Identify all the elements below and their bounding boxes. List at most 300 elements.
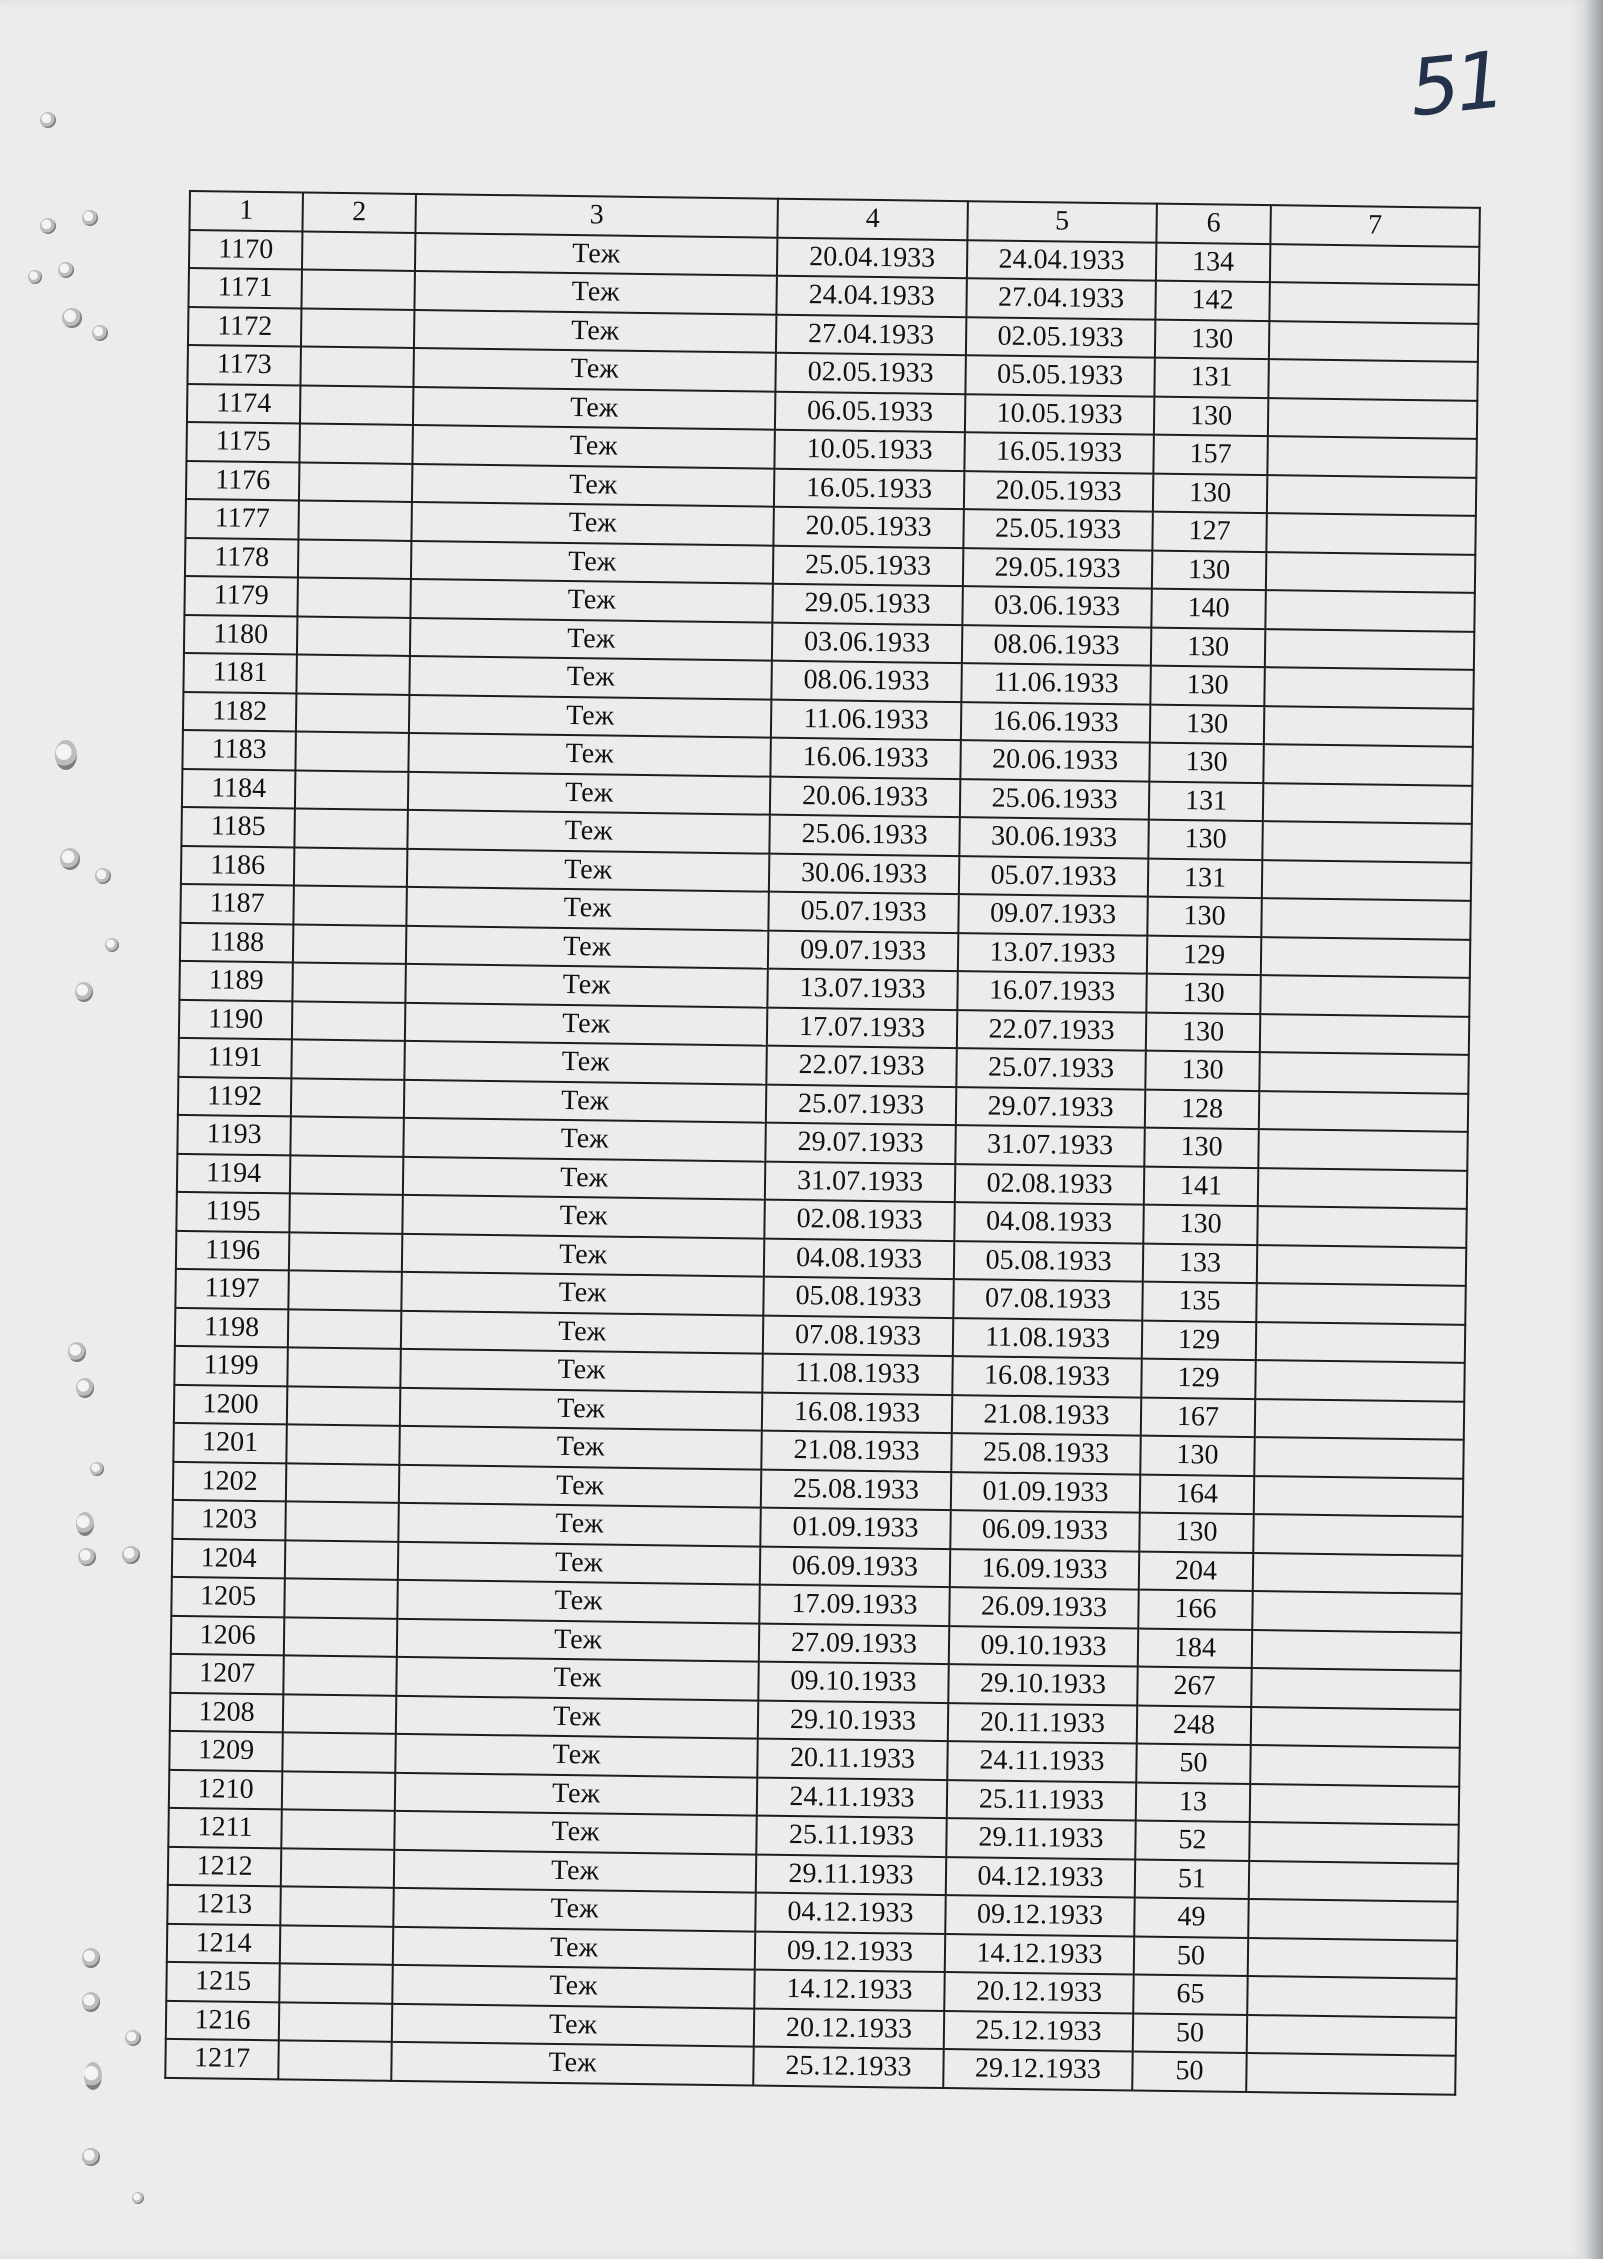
sheet-count-cell: 134 [1156,242,1270,282]
description-cell: Теж [415,232,777,275]
note-cell [1266,513,1475,554]
description-cell: Теж [414,309,776,352]
start-date-cell: 16.08.1933 [762,1392,952,1433]
end-date-cell: 29.07.1933 [956,1087,1145,1128]
column-2-cell [286,1463,399,1503]
start-date-cell: 25.05.1933 [773,545,963,586]
note-cell [1261,898,1470,939]
description-cell: Теж [397,1580,759,1623]
column-2-cell [281,1848,394,1888]
note-cell [1254,1437,1463,1478]
start-date-cell: 08.06.1933 [771,661,961,702]
start-date-cell: 24.04.1933 [776,276,966,317]
note-cell [1262,860,1471,901]
record-number-cell: 1207 [170,1654,283,1694]
description-cell: Теж [407,810,769,853]
column-2-cell [295,731,408,771]
end-date-cell: 07.08.1933 [953,1279,1142,1320]
description-cell: Теж [410,579,772,622]
record-number-cell: 1191 [178,1038,291,1078]
start-date-cell: 20.05.1933 [773,507,963,548]
description-cell: Теж [404,1079,766,1122]
description-cell: Теж [411,502,773,545]
sheet-count-cell: 130 [1152,550,1266,590]
register-table [164,190,1481,2095]
start-date-cell: 06.05.1933 [775,391,965,432]
column-2-cell [283,1655,396,1695]
column-header: 6 [1156,204,1270,244]
start-date-cell: 02.08.1933 [764,1200,954,1241]
start-date-cell: 20.12.1933 [754,2008,944,2049]
start-date-cell: 24.11.1933 [757,1777,947,1818]
record-number-cell: 1197 [175,1269,288,1309]
column-2-cell [290,1116,403,1156]
description-cell: Теж [403,1156,765,1199]
punch-hole [75,982,93,1002]
description-cell: Теж [393,1926,755,1969]
column-2-cell [301,308,414,348]
note-cell [1255,1360,1464,1401]
punch-hole [76,1512,94,1536]
end-date-cell: 29.11.1933 [946,1818,1135,1859]
end-date-cell: 30.06.1933 [959,817,1148,858]
note-cell [1266,552,1475,593]
note-cell [1265,629,1474,670]
description-cell: Теж [412,425,774,468]
column-2-cell [285,1540,398,1580]
column-header: 3 [415,194,777,237]
record-number-cell: 1173 [187,345,300,385]
note-cell [1253,1553,1462,1594]
column-2-cell [296,693,409,733]
record-number-cell: 1170 [189,230,302,270]
note-cell [1248,1899,1457,1940]
start-date-cell: 11.06.1933 [771,699,961,740]
sheet-count-cell: 130 [1148,820,1262,860]
start-date-cell: 06.09.1933 [760,1546,950,1587]
end-date-cell: 20.11.1933 [948,1703,1137,1744]
start-date-cell: 10.05.1933 [774,430,964,471]
end-date-cell: 20.05.1933 [964,471,1153,512]
note-cell [1268,398,1477,439]
end-date-cell: 29.05.1933 [963,548,1152,589]
column-2-cell [283,1694,396,1734]
record-number-cell: 1190 [179,999,292,1039]
description-cell: Теж [402,1233,764,1276]
record-number-cell: 1193 [177,1115,290,1155]
sheet-count-cell: 129 [1147,935,1261,975]
sheet-count-cell: 50 [1136,1744,1250,1784]
description-cell: Теж [409,656,771,699]
description-cell: Теж [413,386,775,429]
note-cell [1267,475,1476,516]
sheet-count-cell: 204 [1139,1551,1253,1591]
record-number-cell: 1175 [186,422,299,462]
record-number-cell: 1209 [169,1731,282,1771]
description-cell: Теж [409,694,771,737]
description-cell: Теж [410,617,772,660]
record-number-cell: 1213 [167,1885,280,1925]
column-2-cell [287,1386,400,1426]
column-2-cell [280,1925,393,1965]
note-cell [1248,1938,1457,1979]
description-cell: Теж [414,271,776,314]
note-cell [1257,1206,1466,1247]
punch-hole [40,218,56,234]
note-cell [1256,1283,1465,1324]
record-number-cell: 1177 [185,499,298,539]
end-date-cell: 09.12.1933 [945,1895,1134,1936]
sheet-count-cell: 130 [1140,1436,1254,1476]
start-date-cell: 04.08.1933 [764,1238,954,1279]
note-cell [1268,359,1477,400]
description-cell: Теж [401,1272,763,1315]
note-cell [1256,1322,1465,1363]
punch-hole [82,1992,100,2012]
sheet-count-cell: 130 [1150,704,1264,744]
sheet-count-cell: 127 [1152,512,1266,552]
sheet-count-cell: 130 [1150,666,1264,706]
end-date-cell: 01.09.1933 [951,1472,1140,1513]
start-date-cell: 31.07.1933 [765,1161,955,1202]
description-cell: Теж [395,1734,757,1777]
note-cell [1267,436,1476,477]
column-2-cell [289,1193,402,1233]
column-2-cell [298,500,411,540]
end-date-cell: 02.08.1933 [955,1164,1144,1205]
description-cell: Теж [394,1811,756,1854]
note-cell [1261,937,1470,978]
end-date-cell: 26.09.1933 [949,1587,1138,1628]
punch-hole [84,2062,102,2090]
column-2-cell [294,808,407,848]
record-number-cell: 1211 [168,1808,281,1848]
description-cell: Теж [395,1772,757,1815]
sheet-count-cell: 135 [1142,1282,1256,1322]
description-cell: Теж [403,1118,765,1161]
column-header: 5 [967,201,1156,242]
sheet-count-cell: 157 [1153,435,1267,475]
description-cell: Теж [407,848,769,891]
description-cell: Теж [399,1464,761,1507]
note-cell [1252,1591,1461,1632]
punch-hole [132,2192,144,2204]
punch-hole [55,740,77,770]
record-number-cell: 1216 [166,2000,279,2040]
end-date-cell: 16.09.1933 [950,1549,1139,1590]
description-cell: Теж [392,1965,754,2008]
column-2-cell [302,231,415,271]
column-2-cell [288,1309,401,1349]
end-date-cell: 03.06.1933 [962,586,1151,627]
note-cell [1252,1630,1461,1671]
sheet-count-cell: 50 [1133,2013,1247,2053]
column-2-cell [285,1501,398,1541]
record-number-cell: 1203 [172,1500,285,1540]
start-date-cell: 21.08.1933 [761,1431,951,1472]
end-date-cell: 14.12.1933 [945,1934,1134,1975]
record-number-cell: 1171 [188,268,301,308]
record-number-cell: 1214 [167,1923,280,1963]
punch-hole [105,938,119,952]
note-cell [1253,1514,1462,1555]
page-edge [1585,0,1603,2259]
start-date-cell: 04.12.1933 [755,1893,945,1934]
column-header: 1 [189,191,302,231]
start-date-cell: 25.07.1933 [766,1084,956,1125]
description-cell: Теж [391,2042,753,2085]
column-2-cell [292,962,405,1002]
start-date-cell: 03.06.1933 [772,622,962,663]
column-2-cell [288,1270,401,1310]
start-date-cell: 29.10.1933 [758,1700,948,1741]
end-date-cell: 22.07.1933 [957,1010,1146,1051]
note-cell [1255,1399,1464,1440]
end-date-cell: 02.05.1933 [966,317,1155,358]
end-date-cell: 10.05.1933 [965,394,1154,435]
start-date-cell: 05.08.1933 [763,1277,953,1318]
record-number-cell: 1215 [166,1962,279,2002]
end-date-cell: 25.07.1933 [956,1048,1145,1089]
punch-hole [68,1342,86,1362]
start-date-cell: 17.07.1933 [767,1007,957,1048]
record-number-cell: 1217 [165,2039,278,2079]
description-cell: Теж [396,1657,758,1700]
record-number-cell: 1198 [175,1307,288,1347]
record-number-cell: 1208 [170,1692,283,1732]
punch-hole [62,308,82,328]
record-number-cell: 1187 [180,884,293,924]
sheet-count-cell: 167 [1141,1397,1255,1437]
end-date-cell: 25.06.1933 [960,779,1149,820]
start-date-cell: 13.07.1933 [767,969,957,1010]
description-cell: Теж [400,1349,762,1392]
sheet-count-cell: 164 [1140,1474,1254,1514]
start-date-cell: 25.12.1933 [753,2047,943,2088]
punch-hole [90,1462,104,1476]
sheet-count-cell: 131 [1154,358,1268,398]
column-2-cell [280,1886,393,1926]
end-date-cell: 25.05.1933 [963,509,1152,550]
record-number-cell: 1182 [183,691,296,731]
record-number-cell: 1200 [174,1384,287,1424]
start-date-cell: 02.05.1933 [775,353,965,394]
end-date-cell: 06.09.1933 [950,1510,1139,1551]
sheet-count-cell: 130 [1145,1051,1259,1091]
end-date-cell: 04.08.1933 [954,1202,1143,1243]
end-date-cell: 27.04.1933 [966,278,1155,319]
note-cell [1262,821,1471,862]
sheet-count-cell: 130 [1139,1513,1253,1553]
column-2-cell [296,654,409,694]
record-number-cell: 1185 [181,807,294,847]
start-date-cell: 11.08.1933 [762,1354,952,1395]
note-cell [1257,1245,1466,1286]
record-number-cell: 1196 [176,1230,289,1270]
register-table-container [164,190,1479,2095]
column-2-cell [284,1578,397,1618]
sheet-count-cell: 130 [1144,1128,1258,1168]
record-number-cell: 1194 [177,1153,290,1193]
punch-hole [78,1548,96,1566]
column-2-cell [299,423,412,463]
end-date-cell: 25.08.1933 [951,1433,1140,1474]
sheet-count-cell: 49 [1134,1898,1248,1938]
column-2-cell [282,1732,395,1772]
record-number-cell: 1201 [173,1423,286,1463]
record-number-cell: 1189 [179,961,292,1001]
end-date-cell: 08.06.1933 [962,625,1151,666]
description-cell: Теж [412,463,774,506]
description-cell: Теж [393,1888,755,1931]
record-number-cell: 1192 [178,1076,291,1116]
note-cell [1249,1861,1458,1902]
sheet-count-cell: 142 [1155,281,1269,321]
column-2-cell [287,1347,400,1387]
column-2-cell [297,616,410,656]
sheet-count-cell: 184 [1138,1628,1252,1668]
sheet-count-cell: 131 [1148,858,1262,898]
start-date-cell: 27.09.1933 [759,1623,949,1664]
punch-hole [40,112,56,128]
end-date-cell: 24.04.1933 [967,240,1156,281]
end-date-cell: 29.10.1933 [948,1664,1137,1705]
note-cell [1254,1476,1463,1517]
start-date-cell: 22.07.1933 [766,1046,956,1087]
description-cell: Теж [394,1849,756,1892]
description-cell: Теж [405,964,767,1007]
punch-hole [125,2030,141,2046]
note-cell [1258,1168,1467,1209]
column-2-cell [282,1771,395,1811]
record-number-cell: 1212 [168,1846,281,1886]
sheet-count-cell: 129 [1142,1320,1256,1360]
sheet-count-cell: 129 [1141,1359,1255,1399]
sheet-count-cell: 130 [1153,473,1267,513]
column-2-cell [300,385,413,425]
description-cell: Теж [406,887,768,930]
description-cell: Теж [408,771,770,814]
column-2-cell [293,924,406,964]
sheet-count-cell: 141 [1144,1166,1258,1206]
end-date-cell: 04.12.1933 [946,1857,1135,1898]
record-number-cell: 1210 [169,1769,282,1809]
record-number-cell: 1202 [173,1461,286,1501]
note-cell [1250,1745,1459,1786]
punch-hole [82,2148,100,2166]
end-date-cell: 13.07.1933 [958,933,1147,974]
note-cell [1251,1707,1460,1748]
sheet-count-cell: 131 [1149,781,1263,821]
end-date-cell: 31.07.1933 [955,1125,1144,1166]
sheet-count-cell: 50 [1134,1936,1248,1976]
end-date-cell: 29.12.1933 [943,2049,1132,2090]
column-2-cell [299,462,412,502]
start-date-cell: 01.09.1933 [760,1508,950,1549]
note-cell [1269,321,1478,362]
note-cell [1249,1822,1458,1863]
column-2-cell [289,1232,402,1272]
sheet-count-cell: 130 [1147,897,1261,937]
description-cell: Теж [400,1387,762,1430]
sheet-count-cell: 13 [1136,1782,1250,1822]
description-cell: Теж [411,540,773,583]
sheet-count-cell: 130 [1146,974,1260,1014]
start-date-cell: 27.04.1933 [776,314,966,355]
end-date-cell: 05.08.1933 [954,1241,1143,1282]
sheet-count-cell: 130 [1149,743,1263,783]
end-date-cell: 09.10.1933 [949,1626,1138,1667]
description-cell: Теж [406,925,768,968]
end-date-cell: 09.07.1933 [958,894,1147,935]
start-date-cell: 29.05.1933 [772,584,962,625]
sheet-count-cell: 166 [1138,1590,1252,1630]
end-date-cell: 05.05.1933 [965,355,1154,396]
description-cell: Теж [402,1195,764,1238]
note-cell [1270,244,1479,285]
note-cell [1265,590,1474,631]
end-date-cell: 05.07.1933 [959,856,1148,897]
column-header: 4 [777,199,967,240]
sheet-count-cell: 65 [1133,1975,1247,2015]
start-date-cell: 29.11.1933 [756,1854,946,1895]
sheet-count-cell: 130 [1151,627,1265,667]
end-date-cell: 11.06.1933 [961,663,1150,704]
column-2-cell [284,1617,397,1657]
end-date-cell: 20.06.1933 [960,740,1149,781]
note-cell [1263,783,1472,824]
end-date-cell: 25.12.1933 [944,2011,1133,2052]
column-header: 7 [1270,205,1479,246]
record-number-cell: 1184 [182,768,295,808]
record-number-cell: 1199 [174,1346,287,1386]
column-2-cell [300,346,413,386]
description-cell: Теж [399,1426,761,1469]
column-2-cell [279,2002,392,2042]
column-2-cell [293,885,406,925]
note-cell [1264,706,1473,747]
record-number-cell: 1186 [181,845,294,885]
column-2-cell [298,539,411,579]
description-cell: Теж [405,1002,767,1045]
description-cell: Теж [401,1310,763,1353]
description-cell: Теж [392,2003,754,2046]
note-cell [1247,1976,1456,2017]
punch-hole [95,868,111,884]
sheet-count-cell: 133 [1143,1243,1257,1283]
column-2-cell [279,1963,392,2003]
description-cell: Теж [413,348,775,391]
column-2-cell [278,2040,391,2080]
sheet-count-cell: 130 [1143,1205,1257,1245]
sheet-count-cell: 128 [1145,1089,1259,1129]
end-date-cell: 20.12.1933 [944,1972,1133,2013]
column-2-cell [291,1078,404,1118]
column-2-cell [291,1039,404,1079]
sheet-count-cell: 52 [1135,1821,1249,1861]
column-2-cell [294,847,407,887]
end-date-cell: 16.06.1933 [961,702,1150,743]
end-date-cell: 16.08.1933 [952,1356,1141,1397]
note-cell [1259,1052,1468,1093]
punch-hole [58,262,74,278]
sheet-count-cell: 50 [1132,2052,1246,2092]
start-date-cell: 14.12.1933 [754,1970,944,2011]
start-date-cell: 20.04.1933 [777,237,967,278]
description-cell: Теж [398,1503,760,1546]
sheet-count-cell: 267 [1137,1667,1251,1707]
record-number-cell: 1176 [186,460,299,500]
